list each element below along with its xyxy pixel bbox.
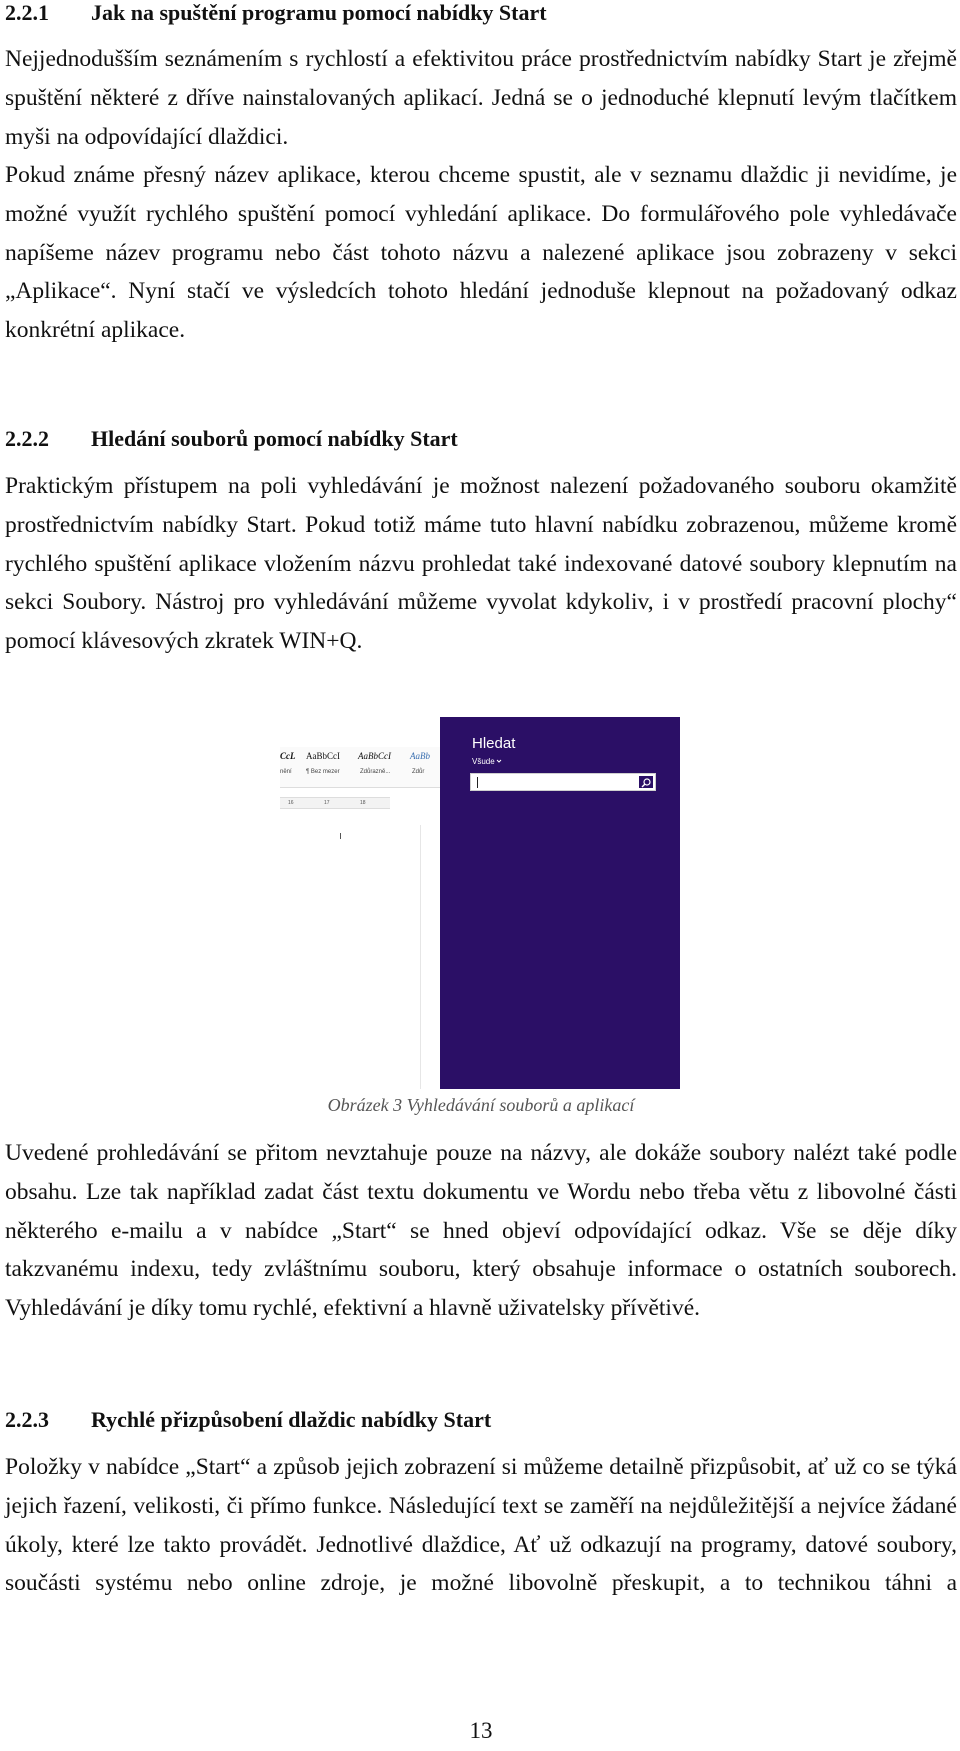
- paragraph: Pokud známe přesný název aplikace, kterou chceme spustit, ale v seznamu dlaždic ji nevidíme, je možné využít rychlého spuštění pomocí vyhledání aplikace. Do formulářového pole vyhledávače napíšeme název programu nebo část tohoto názvu a nalezené aplikace jsou zobrazeny v sekci „Aplikace“. Nyní stačí ve výsledcích tohoto hledání jednoduše klepnout na požadovaný odkaz konkrétní aplikace.: [5, 162, 957, 344]
- section-number: 2.2.2: [5, 426, 49, 451]
- figure-caption: Obrázek 3 Vyhledávání souborů a aplikací: [327, 1095, 635, 1115]
- section-number: 2.2.1: [5, 0, 49, 25]
- search-scope-dropdown[interactable]: Všude: [472, 757, 495, 766]
- word-document-page: [300, 825, 421, 1089]
- style-sample: AaBbCcI: [306, 751, 340, 761]
- search-panel: [440, 717, 680, 1089]
- section-number: 2.2.3: [5, 1407, 49, 1432]
- style-name: nění: [280, 769, 292, 775]
- paragraph: Nejjednodušším seznámením s rychlostí a efektivitou práce prostřednictvím nabídky Start je zřejmě spuštění některé z dříve nainstalovaných aplikací. Jedná se o jednoduché klepnutí levým tlačítkem myši na odpovídající dlaždici.: [5, 46, 957, 150]
- style-name: ¶ Bez mezer: [306, 769, 340, 775]
- search-box[interactable]: [470, 773, 656, 791]
- style-sample: AaBbCcI: [358, 751, 391, 761]
- word-window: [280, 745, 440, 1089]
- input-caret: [477, 777, 478, 788]
- style-name: Zdůr: [412, 769, 425, 775]
- section-title: Rychlé přizpůsobení dlaždic nabídky Start: [91, 1407, 492, 1432]
- paragraph: Položky v nabídce „Start“ a způsob jejich zobrazení si můžeme detailně přizpůsobit, ať už co se týká jejich řazení, velikosti, či přímo funkce. Následující text se zaměří na nejdůležitější a nejvíce žádané úkoly, které lze takto provádět. Jednotlivé dlaždice, Ať už odkazují na programy, datové soubory, součásti systému nebo online zdroje, je možné libovolně přeskupit, a to technikou táhni a: [5, 1454, 957, 1597]
- search-button[interactable]: [639, 776, 653, 788]
- search-screenshot-figure: [280, 717, 680, 1089]
- paragraph: Uvedené prohledávání se přitom nevztahuje pouze na názvy, ale dokáže soubory nalézt také podle obsahu. Lze tak například zadat část textu dokumentu ve Wordu nebo třeba větu z libovolné části některého e-mailu a v nabídce „Start“ se hned objeví odpovídající odkaz. Vše se děje díky takzvanému indexu, tedy zvláštnímu souboru, který obsahuje informace o ostatních souborech. Vyhledávání je díky tomu rychlé, efektivní a hlavně uživatelsky přívětivé.: [5, 1140, 957, 1322]
- chevron-down-icon[interactable]: [496, 758, 502, 764]
- section-title: Jak na spuštění programu pomocí nabídky Start: [91, 0, 547, 25]
- style-sample: AaBb: [410, 751, 430, 761]
- section-title: Hledání souborů pomocí nabídky Start: [91, 426, 458, 451]
- search-input[interactable]: [474, 776, 624, 788]
- ruler-tick: 17: [324, 800, 330, 806]
- ruler: [280, 797, 390, 809]
- page-number: 13: [469, 1718, 493, 1743]
- search-panel-title: Hledat: [472, 735, 516, 752]
- section-heading-2-2-1: [5, 0, 547, 27]
- style-sample: CcL: [280, 751, 296, 761]
- style-name: Zdůrazně...: [360, 769, 391, 775]
- paragraph: Praktickým přístupem na poli vyhledávání je možnost nalezení požadovaného souboru okamžitě prostřednictvím nabídky Start. Pokud totiž máme tuto hlavní nabídku zobrazenou, můžeme kromě rychlého spuštění aplikace vložením názvu prohledat také indexované datové soubory klepnutím na sekci Soubory. Nástroj pro vyhledávání můžeme vyvolat kdykoliv, i v prostředí pracovní plochy“ pomocí klávesových zkratek WIN+Q.: [5, 473, 957, 655]
- search-icon: [639, 777, 653, 789]
- ruler-tick: 16: [288, 800, 294, 806]
- ruler-tick: 18: [360, 800, 366, 806]
- styles-ribbon: [280, 747, 440, 788]
- section-heading-2-2-3: [5, 1406, 491, 1434]
- section-heading-2-2-2: [5, 425, 458, 453]
- text-cursor: [340, 833, 341, 839]
